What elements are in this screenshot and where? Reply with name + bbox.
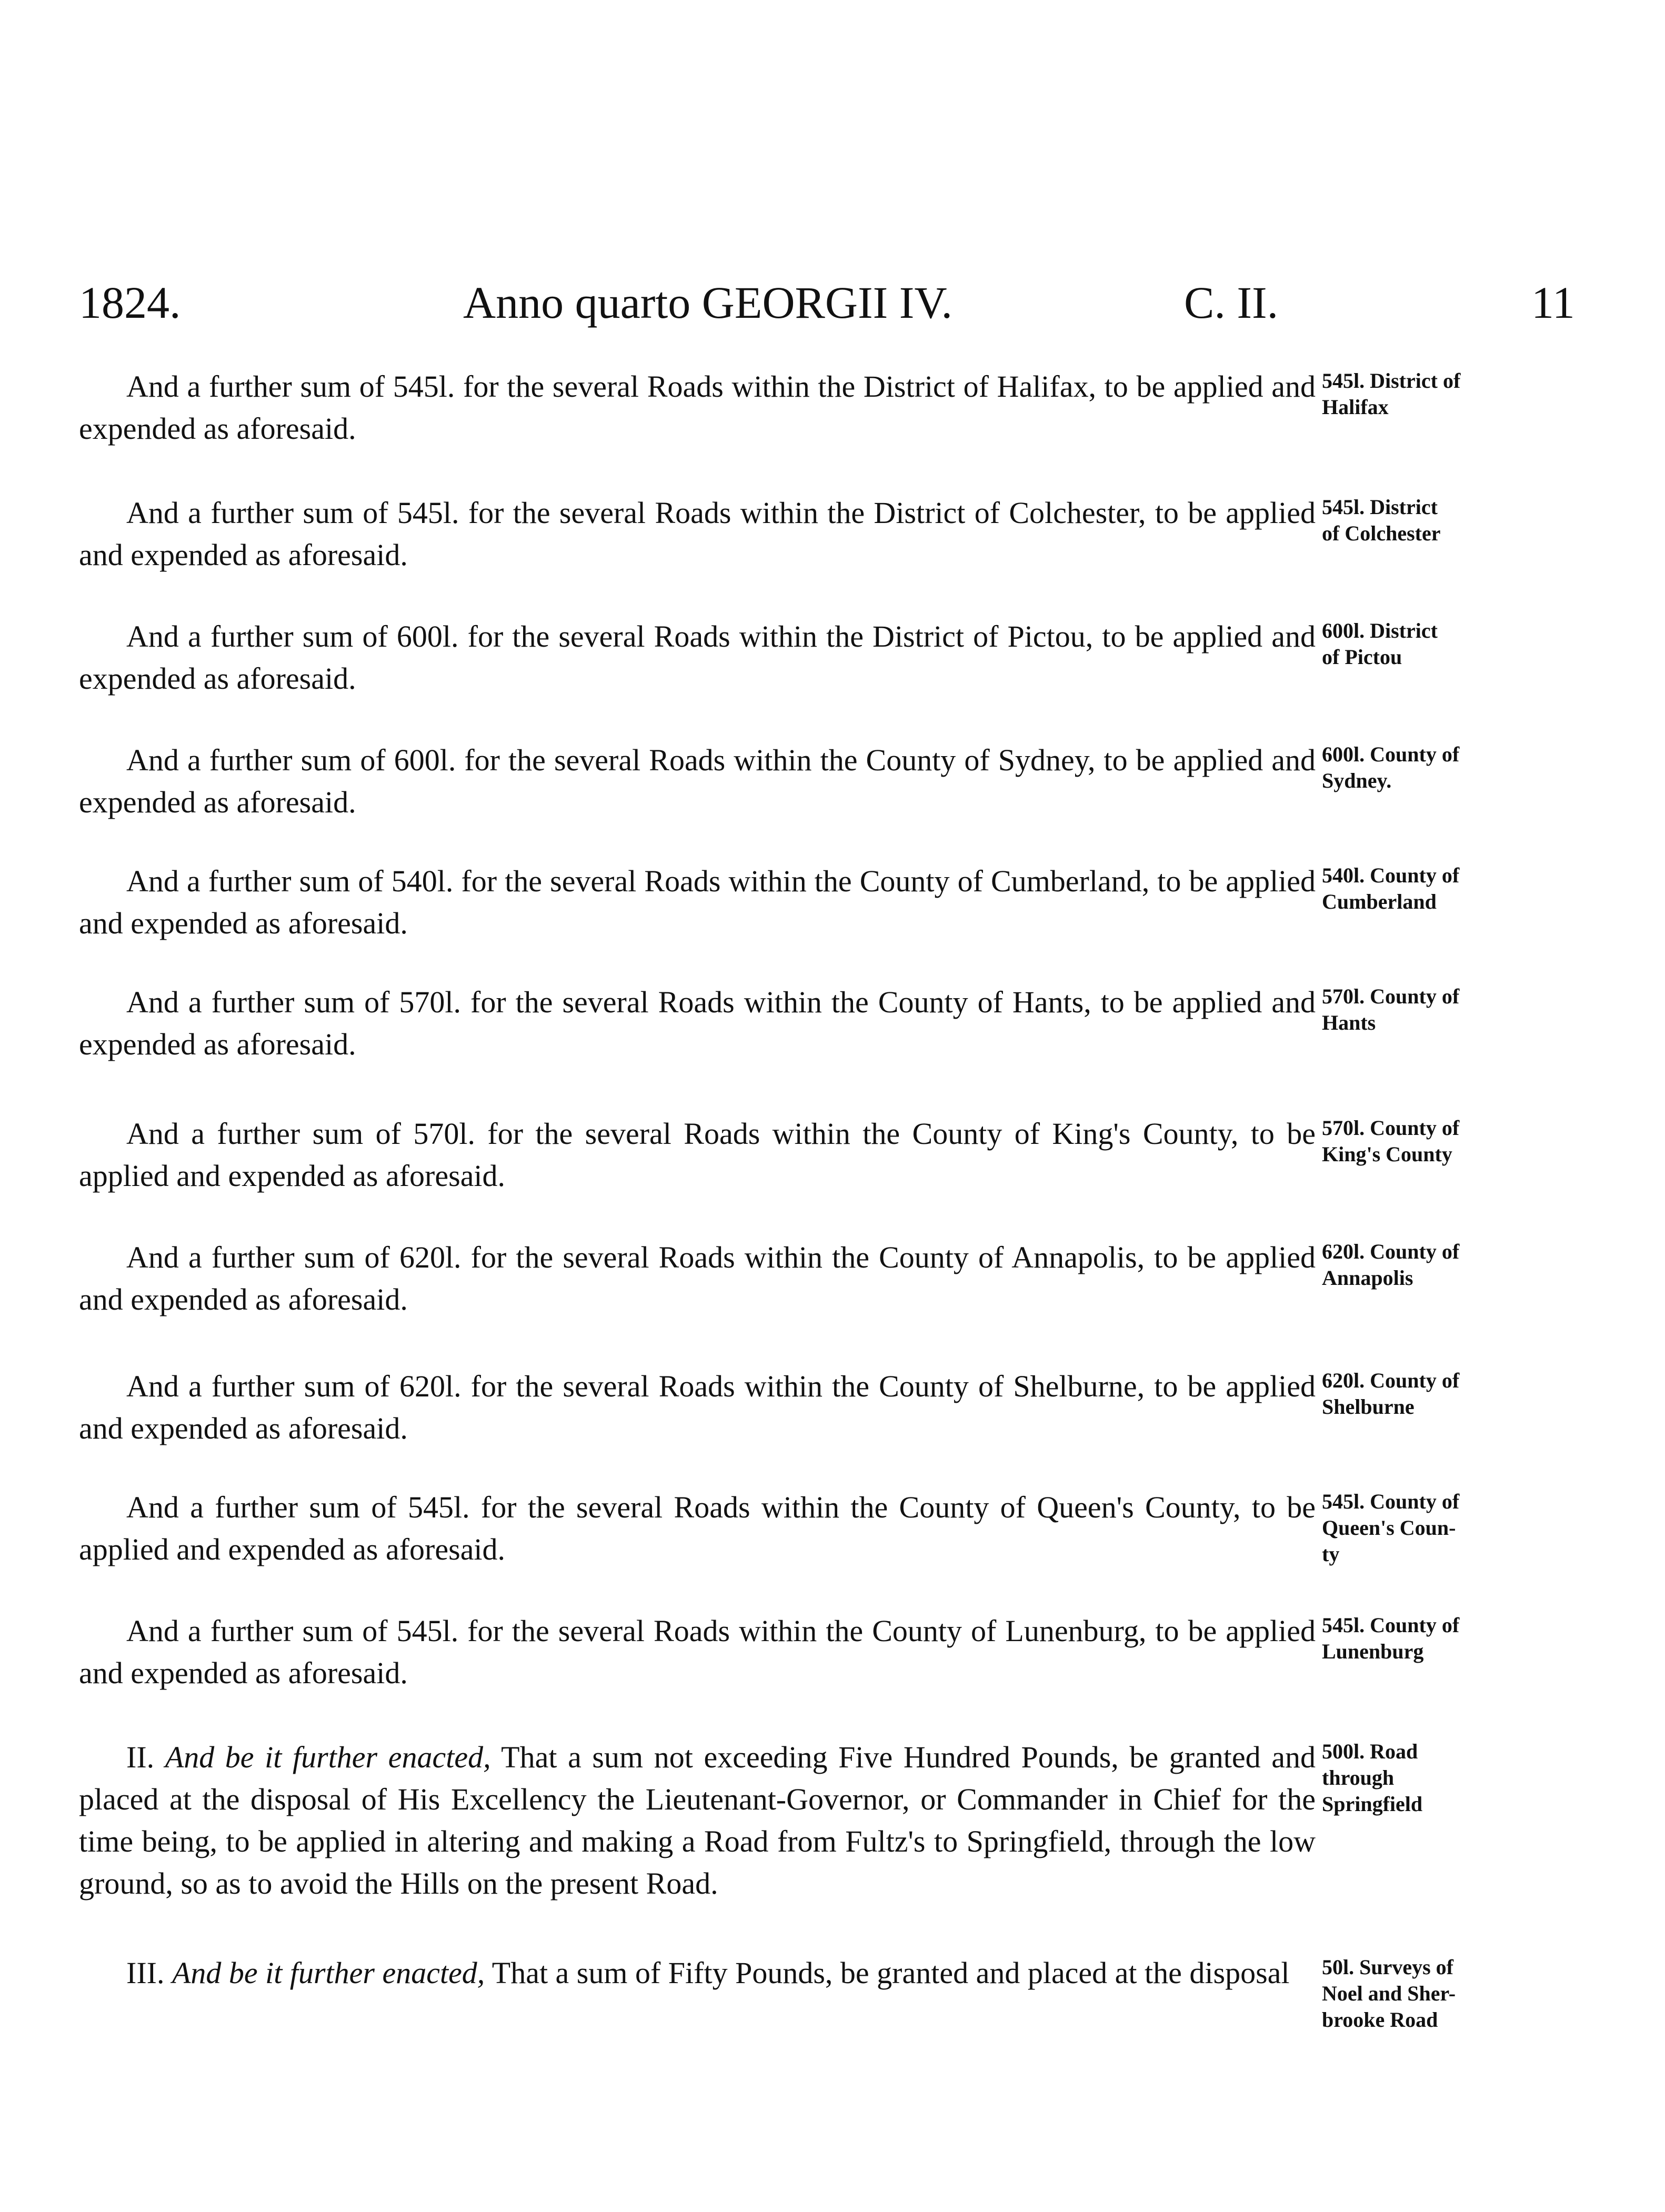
marginal-note: 620l. County of Shelburne [1322, 1369, 1460, 1419]
body-paragraph: And a further sum of 545l. for the several Roads within the District of Colchester, to be applied and expended as aforesaid. [79, 496, 1316, 572]
section-number: II. [126, 1740, 155, 1774]
body-paragraph: And a further sum of 545l. for the several Roads within the County of Queen's County, to be applied and expended as aforesaid. [79, 1490, 1316, 1566]
enacting-clause: And be it further enacted, [172, 1956, 485, 1990]
marginal-note: 540l. County of Cumberland [1322, 863, 1460, 913]
marginal-note: 570l. County of Hants [1322, 984, 1460, 1034]
marginal-note: 545l. District of Halifax [1322, 369, 1461, 419]
header-chapter: C. II. [1184, 277, 1279, 328]
marginal-note: 600l. District of Pictou [1322, 619, 1438, 669]
body-paragraph: And a further sum of 600l. for the several Roads within the County of Sydney, to be applied and expended as aforesaid. [79, 743, 1316, 819]
body-paragraph: And a further sum of 545l. for the several Roads within the County of Lunenburg, to be applied and expended as aforesaid. [79, 1614, 1316, 1690]
body-paragraph: And a further sum of 600l. for the several Roads within the District of Pictou, to be applied and expended as aforesaid. [79, 619, 1316, 696]
body-paragraph [79, 1736, 1316, 1905]
running-header [79, 274, 1575, 331]
body-paragraph [79, 1952, 1316, 1994]
body-paragraph: And a further sum of 570l. for the several Roads within the County of Hants, to be applied and expended as aforesaid. [79, 985, 1316, 1061]
marginal-note: 600l. County of Sydney. [1322, 742, 1460, 792]
section-text: That a sum of Fifty Pounds, be granted and placed at the disposal [492, 1956, 1290, 1990]
marginal-note: 545l. District of Colchester [1322, 495, 1441, 545]
marginal-note: 50l. Surveys of Noel and Sher- brooke Road [1322, 1955, 1456, 2032]
header-title: Anno quarto GEORGII IV. [463, 277, 952, 328]
body-paragraph: And a further sum of 620l. for the several Roads within the County of Annapolis, to be applied and expended as aforesaid. [79, 1240, 1316, 1316]
marginal-note: 620l. County of Annapolis [1322, 1240, 1460, 1290]
marginal-note: 570l. County of King's County [1322, 1116, 1460, 1166]
marginal-note: 500l. Road through Springfield [1322, 1740, 1423, 1816]
body-paragraph: And a further sum of 620l. for the several Roads within the County of Shelburne, to be applied and expended as aforesaid. [79, 1369, 1316, 1445]
marginal-note: 545l. County of Queen's Coun- ty [1322, 1490, 1460, 1566]
enacting-clause: And be it further enacted, [165, 1740, 491, 1774]
page-number: 11 [1531, 277, 1575, 328]
marginal-note: 545l. County of Lunenburg [1322, 1613, 1460, 1663]
section-text: That a sum not exceeding Five Hundred Pounds, be granted and placed at the disposal of His Excellency the Lieutenant-Governor, or Commander in Chief for the time being, to be applied in altering and making a Road from Fultz's to Springfield, through the low ground, so as to avoid the Hills on the present Road. [79, 1740, 1316, 1901]
body-paragraph: And a further sum of 570l. for the several Roads within the County of King's County, to be applied and expended as aforesaid. [79, 1117, 1316, 1193]
body-paragraph: And a further sum of 545l. for the several Roads within the District of Halifax, to be applied and expended as aforesaid. [79, 369, 1316, 446]
section-number: III. [126, 1956, 165, 1990]
header-year: 1824. [79, 277, 181, 328]
body-paragraph: And a further sum of 540l. for the several Roads within the County of Cumberland, to be applied and expended as aforesaid. [79, 864, 1316, 940]
